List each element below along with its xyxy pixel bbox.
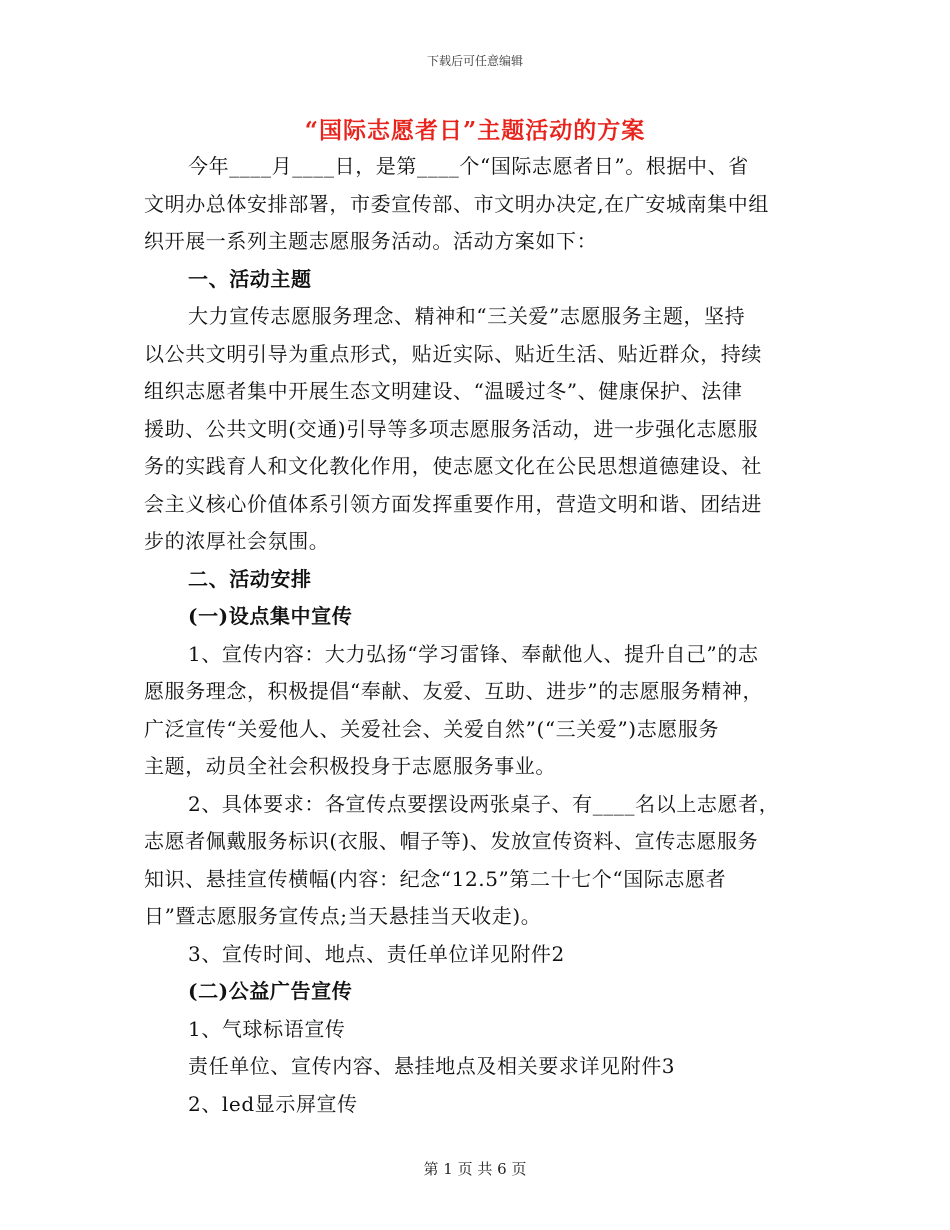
- paragraph-line: 步的浓厚社会氛围。: [144, 529, 330, 553]
- paragraph-line: 3、宣传时间、地点、责任单位详见附件2: [188, 941, 565, 966]
- paragraph-line: 愿服务理念，积极提倡“奉献、友爱、互助、进步”的志愿服务精神，: [144, 679, 764, 703]
- paragraph-line: 大力宣传志愿服务理念、精神和“三关爱”志愿服务主题，坚持: [188, 304, 746, 328]
- paragraph-line: 日”暨志愿服务宣传点;当天悬挂当天收走)。: [144, 904, 542, 928]
- section-heading-activity-theme: 一、活动主题: [188, 266, 312, 291]
- paragraph-line: 知识、悬挂宣传横幅(内容：纪念“12.5”第二十七个“国际志愿者: [144, 866, 727, 891]
- paragraph-line: 2、具体要求：各宣传点要摆设两张桌子、有____名以上志愿者，: [188, 791, 780, 816]
- document-body: [144, 148, 816, 1123]
- page-header: 下载后可任意编辑: [426, 54, 523, 68]
- paragraph-line: 1、宣传内容：大力弘扬“学习雷锋、奉献他人、提升自己”的志: [188, 641, 759, 666]
- paragraph-line: 会主义核心价值体系引领方面发挥重要作用，营造文明和谐、团结进: [144, 491, 762, 516]
- subsection-heading-public-ads: (二)公益广告宣传: [188, 979, 353, 1003]
- paragraph-line: 组织志愿者集中开展生态文明建设、“温暖过冬”、健康保护、法律: [144, 379, 743, 403]
- paragraph-line: 以公共文明引导为重点形式，贴近实际、贴近生活、贴近群众，持续: [144, 341, 762, 366]
- paragraph-line: 织开展一系列主题志愿服务活动。活动方案如下：: [144, 229, 598, 253]
- document-title: “国际志愿者日”主题活动的方案: [304, 117, 646, 144]
- paragraph-line: 广泛宣传“关爱他人、关爱社会、关爱自然”(“三关爱”)志愿服务: [144, 716, 720, 741]
- paragraph-line: 主题，动员全社会积极投身于志愿服务事业。: [144, 754, 556, 778]
- paragraph-line: 2、led显示屏宣传: [188, 1091, 358, 1116]
- page-footer: 第 1 页 共 6 页: [423, 1160, 527, 1178]
- subsection-heading-centralized-promotion: (一)设点集中宣传: [188, 604, 353, 628]
- paragraph-line: 务的实践育人和文化教化作用，使志愿文化在公民思想道德建设、社: [144, 454, 762, 478]
- paragraph-line: 责任单位、宣传内容、悬挂地点及相关要求详见附件3: [188, 1054, 676, 1078]
- paragraph-line: 今年____月____日，是第____个“国际志愿者日”。根据中、省: [188, 154, 749, 178]
- paragraph-line: 志愿者佩戴服务标识(衣服、帽子等)、发放宣传资料、宣传志愿服务: [144, 829, 759, 853]
- paragraph-line: 援助、公共文明(交通)引导等多项志愿服务活动，进一步强化志愿服: [144, 416, 759, 441]
- paragraph-line: 文明办总体安排部署，市委宣传部、市文明办决定,在广安城南集中组: [144, 191, 769, 216]
- section-heading-activity-arrangement: 二、活动安排: [188, 566, 312, 591]
- paragraph-line: 1、气球标语宣传: [188, 1016, 346, 1041]
